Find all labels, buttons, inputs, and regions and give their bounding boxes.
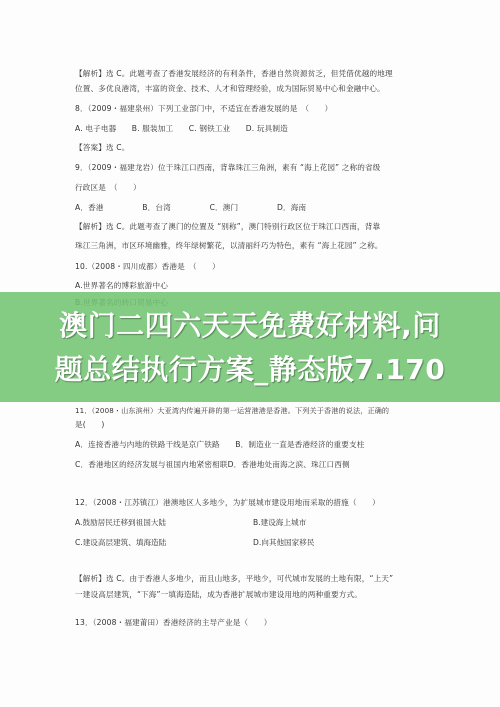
- answer-line: 【答案】选 C。: [75, 143, 130, 152]
- answer-analysis-line: 珠江三角洲，市区环境幽雅，终年绿树繁花，以清丽纤巧为特色，素有 “海上花园” 之称。: [75, 241, 383, 250]
- answer-analysis-line: 【解析】选 C。此题考查了澳门的位置及 “别称”，澳门特别行政区位于珠江口西南，背靠: [75, 222, 381, 231]
- question-11-cont: 是( ): [75, 420, 105, 429]
- answer-analysis-line: 位置、多优良港湾，丰富的资金、技术、人才和管理经验，成为国际贸易中心和金融中心。: [75, 84, 385, 93]
- title-banner: [0, 292, 500, 402]
- question-9-cont: 行政区是 （ ）: [75, 183, 141, 192]
- answer-analysis-line: 【解析】选 C。此题考查了香港发展经济的有利条件，香港自然资源贫乏，但凭借优越的地理: [75, 69, 393, 78]
- question-12-option-a: A.鼓励居民迁移到祖国大陆: [75, 518, 167, 527]
- question-12-option-b: B.建设海上城市: [253, 518, 307, 527]
- question-11: 11．（2008・山东滨州）大亚湾内传遍开辟的第一运营港港是香港。下列关于香港的说法，正确的: [75, 406, 390, 415]
- question-8-options: A. 电子电器 B. 服装加工 C. 钢铁工业 D. 玩具制造: [75, 124, 288, 133]
- banner-title-line-2: 题总结执行方案_静态版7.170: [54, 353, 446, 386]
- answer-analysis-line: 【解析】选 C。由于香港人多地少，而且山地多，平地少，可代城市发展的土地有限，“上天”: [75, 574, 394, 583]
- question-11-options-ab: A．连接香港与内地的铁路干线是京广铁路 B．制造业一直是香港经济的重要支柱: [75, 440, 365, 449]
- question-13: 13．（2008・福建莆田）香港经济的主导产业是（ ）: [75, 618, 272, 627]
- question-8: 8．（2009・福建泉州）下列工业部门中，不适宜在香港发展的是 （ ）: [75, 104, 333, 113]
- question-10-option-a: A.世界著名的博彩旅游中心: [75, 281, 168, 290]
- question-10: 10.（2008・四川成都）香港是 （ ）: [75, 262, 220, 271]
- question-12-option-d: D.向其他国家移民: [253, 538, 315, 547]
- banner-title-line-1: 澳门二四六天天免费好材料,问: [59, 309, 441, 342]
- question-11-options-cd: C．香港地区的经济发展与祖国内地紧密相联D．香港地处南海之滨、珠江口西侧: [75, 460, 350, 469]
- question-9: 9．（2009・福建龙岩）位于珠江口西南，背靠珠江三角洲，素有 “海上花园” 之称的省级: [75, 163, 381, 172]
- question-9-options: A．香港 B．台湾 C．澳门 D．海南: [75, 203, 307, 212]
- answer-analysis-line: 一建设高层建筑，“下海”一填海造陆，成为香港扩展城市建设用地的两种重要方式。: [75, 590, 362, 599]
- question-12-option-c: C.建设高层建筑、填海造陆: [75, 538, 167, 547]
- question-12: 12．（2008・江苏镇江）港澳地区人多地少，为扩展城市建设用地而采取的措施（ ）: [75, 498, 380, 507]
